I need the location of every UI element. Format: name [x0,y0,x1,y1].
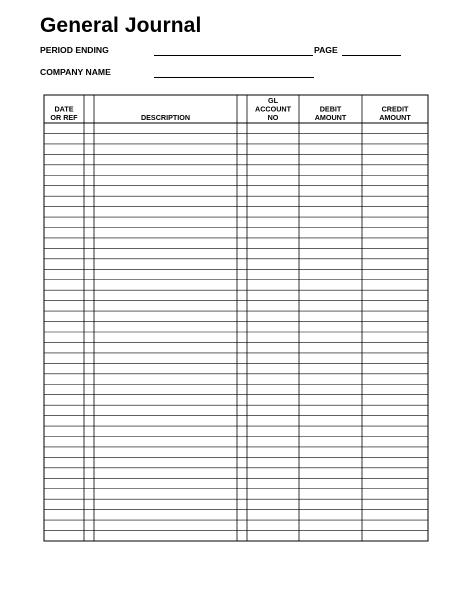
table-cell[interactable] [84,207,94,217]
table-cell[interactable] [247,353,299,363]
table-cell[interactable] [237,311,247,321]
table-cell[interactable] [94,457,237,467]
table-cell[interactable] [84,342,94,352]
column-header-text: GL [268,96,278,106]
table-cell[interactable] [94,405,237,415]
table-cell[interactable] [299,217,362,227]
table-cell[interactable] [84,437,94,447]
table-cell[interactable] [247,342,299,352]
table-cell[interactable] [247,186,299,196]
table-cell[interactable] [362,332,428,342]
table-cell[interactable] [84,457,94,467]
table-cell[interactable] [94,374,237,384]
table-cell[interactable] [247,416,299,426]
table-cell[interactable] [44,332,84,342]
table-cell[interactable] [44,457,84,467]
table-cell[interactable] [237,468,247,478]
table-cell[interactable] [44,520,84,530]
table-cell[interactable] [362,154,428,164]
table-cell[interactable] [362,416,428,426]
table-cell[interactable] [247,395,299,405]
table-cell[interactable] [299,311,362,321]
table-cell[interactable] [94,186,237,196]
table-cell[interactable] [84,165,94,175]
table-cell[interactable] [94,363,237,373]
column-header-text: DESCRIPTION [140,113,191,122]
table-cell[interactable] [237,175,247,185]
table-cell[interactable] [247,269,299,279]
table-cell[interactable] [84,353,94,363]
table-cell[interactable] [299,531,362,541]
table-cell[interactable] [299,342,362,352]
table-cell[interactable] [237,133,247,143]
table-cell[interactable] [247,363,299,373]
table-cell[interactable] [362,175,428,185]
table-cell[interactable] [362,269,428,279]
table-cell[interactable] [299,322,362,332]
table-cell[interactable] [237,228,247,238]
table-cell[interactable] [94,207,237,217]
table-cell[interactable] [299,290,362,300]
table-cell[interactable] [362,353,428,363]
table-cell[interactable] [362,301,428,311]
table-cell[interactable] [44,165,84,175]
table-cell[interactable] [237,499,247,509]
table-cell[interactable] [237,478,247,488]
table-cell[interactable] [94,311,237,321]
table-cell[interactable] [237,217,247,227]
table-cell[interactable] [94,489,237,499]
table-cell[interactable] [247,405,299,415]
table-cell[interactable] [299,175,362,185]
table-cell[interactable] [247,531,299,541]
table-cell[interactable] [299,468,362,478]
table-cell[interactable] [362,374,428,384]
table-cell[interactable] [237,384,247,394]
table-cell[interactable] [362,457,428,467]
table-cell[interactable] [94,144,237,154]
table-cell[interactable] [84,144,94,154]
table-cell[interactable] [44,478,84,488]
table-cell[interactable] [237,457,247,467]
table-cell[interactable] [362,280,428,290]
table-cell[interactable] [44,531,84,541]
table-cell[interactable] [299,416,362,426]
column-header-text: OR REF [50,113,78,122]
table-cell[interactable] [247,154,299,164]
table-cell[interactable] [362,123,428,133]
table-cell[interactable] [44,123,84,133]
table-cell[interactable] [299,248,362,258]
table-cell[interactable] [362,248,428,258]
table-cell[interactable] [362,217,428,227]
table-cell[interactable] [362,468,428,478]
table-cell[interactable] [362,426,428,436]
table-cell[interactable] [84,186,94,196]
table-cell[interactable] [237,332,247,342]
table-cell[interactable] [44,374,84,384]
table-cell[interactable] [362,499,428,509]
table-cell[interactable] [94,301,237,311]
table-cell[interactable] [247,248,299,258]
table-cell[interactable] [247,374,299,384]
page-label: PAGE [314,45,338,55]
table-cell[interactable] [247,123,299,133]
table-cell[interactable] [247,175,299,185]
table-cell[interactable] [247,437,299,447]
table-cell[interactable] [237,269,247,279]
table-cell[interactable] [299,363,362,373]
table-cell[interactable] [44,363,84,373]
table-cell[interactable] [44,196,84,206]
table-cell[interactable] [44,499,84,509]
table-cell[interactable] [84,280,94,290]
table-cell[interactable] [94,269,237,279]
table-cell[interactable] [247,207,299,217]
table-cell[interactable] [237,520,247,530]
journal-title: General Journal [40,14,202,37]
table-cell[interactable] [44,290,84,300]
table-cell[interactable] [94,175,237,185]
table-cell[interactable] [44,228,84,238]
table-cell[interactable] [237,531,247,541]
table-cell[interactable] [299,259,362,269]
table-cell[interactable] [44,426,84,436]
table-cell[interactable] [44,416,84,426]
table-cell[interactable] [299,499,362,509]
table-cell[interactable] [44,207,84,217]
table-cell[interactable] [362,395,428,405]
table-cell[interactable] [247,311,299,321]
table-cell[interactable] [84,228,94,238]
table-cell[interactable] [237,395,247,405]
table-cell[interactable] [247,447,299,457]
table-cell[interactable] [237,154,247,164]
table-cell[interactable] [362,322,428,332]
table-cell[interactable] [299,520,362,530]
table-cell[interactable] [84,238,94,248]
table-cell[interactable] [94,426,237,436]
table-cell[interactable] [44,395,84,405]
table-cell[interactable] [299,269,362,279]
table-cell[interactable] [94,217,237,227]
table-cell[interactable] [237,510,247,520]
table-cell[interactable] [44,301,84,311]
table-cell[interactable] [247,165,299,175]
table-cell[interactable] [44,353,84,363]
table-cell[interactable] [237,165,247,175]
table-cell[interactable] [94,248,237,258]
table-cell[interactable] [84,426,94,436]
table-cell[interactable] [362,447,428,457]
table-cell[interactable] [237,248,247,258]
table-cell[interactable] [299,144,362,154]
table-cell[interactable] [247,499,299,509]
column-header-text: ACCOUNT [255,104,291,114]
table-cell[interactable] [299,301,362,311]
table-cell[interactable] [94,395,237,405]
table-cell[interactable] [84,510,94,520]
table-cell[interactable] [247,133,299,143]
table-cell[interactable] [237,322,247,332]
table-cell[interactable] [237,186,247,196]
table-cell[interactable] [84,301,94,311]
table-cell[interactable] [362,207,428,217]
company-name-label: COMPANY NAME [40,67,111,77]
table-cell[interactable] [362,342,428,352]
table-cell[interactable] [237,123,247,133]
table-cell[interactable] [84,499,94,509]
table-cell[interactable] [84,363,94,373]
table-cell[interactable] [94,238,237,248]
table-cell[interactable] [237,144,247,154]
table-cell[interactable] [362,228,428,238]
table-cell[interactable] [84,489,94,499]
table-cell[interactable] [362,238,428,248]
table-cell[interactable] [84,416,94,426]
table-cell[interactable] [44,342,84,352]
table-cell[interactable] [84,290,94,300]
table-cell[interactable] [247,457,299,467]
table-cell[interactable] [84,322,94,332]
table-cell[interactable] [237,342,247,352]
table-cell[interactable] [237,238,247,248]
table-cell[interactable] [94,332,237,342]
table-cell[interactable] [362,384,428,394]
table-cell[interactable] [94,384,237,394]
table-cell[interactable] [247,478,299,488]
table-cell[interactable] [94,510,237,520]
table-cell[interactable] [237,353,247,363]
table-cell[interactable] [299,165,362,175]
table-cell[interactable] [362,196,428,206]
table-cell[interactable] [299,186,362,196]
table-cell[interactable] [362,165,428,175]
table-cell[interactable] [44,384,84,394]
table-cell[interactable] [247,426,299,436]
table-cell[interactable] [247,217,299,227]
table-cell[interactable] [44,322,84,332]
table-cell[interactable] [247,384,299,394]
table-cell[interactable] [362,311,428,321]
table-cell[interactable] [362,144,428,154]
table-cell[interactable] [247,510,299,520]
table-cell[interactable] [247,144,299,154]
table-cell[interactable] [237,489,247,499]
table-cell[interactable] [84,384,94,394]
table-cell[interactable] [84,123,94,133]
table-cell[interactable] [44,311,84,321]
table-cell[interactable] [44,144,84,154]
table-cell[interactable] [84,531,94,541]
table-cell[interactable] [237,280,247,290]
table-cell[interactable] [362,489,428,499]
table-cell[interactable] [44,468,84,478]
table-cell[interactable] [299,133,362,143]
table-cell[interactable] [299,238,362,248]
table-cell[interactable] [94,322,237,332]
table-cell[interactable] [94,154,237,164]
table-cell[interactable] [237,207,247,217]
period-ending-label: PERIOD ENDING [40,45,109,55]
table-cell[interactable] [299,489,362,499]
table-cell[interactable] [94,499,237,509]
table-cell[interactable] [247,238,299,248]
table-cell[interactable] [299,384,362,394]
column-header-text: DATE [54,104,74,114]
table-cell[interactable] [44,133,84,143]
table-cell[interactable] [44,248,84,258]
table-cell[interactable] [237,426,247,436]
table-cell[interactable] [84,269,94,279]
table-cell[interactable] [247,280,299,290]
table-cell[interactable] [299,374,362,384]
table-cell[interactable] [237,405,247,415]
table-cell[interactable] [44,437,84,447]
table-cell[interactable] [84,311,94,321]
table-cell[interactable] [84,196,94,206]
table-cell[interactable] [94,468,237,478]
table-cell[interactable] [299,478,362,488]
table-cell[interactable] [237,363,247,373]
table-cell[interactable] [44,405,84,415]
table-cell[interactable] [84,468,94,478]
table-cell[interactable] [299,510,362,520]
table-cell[interactable] [299,123,362,133]
table-cell[interactable] [237,196,247,206]
table-cell[interactable] [299,280,362,290]
column-header-text: AMOUNT [379,113,411,122]
table-cell[interactable] [362,478,428,488]
table-cell[interactable] [44,217,84,227]
column-header-text: AMOUNT [314,113,347,122]
table-cell[interactable] [84,217,94,227]
table-cell[interactable] [362,290,428,300]
table-cell[interactable] [247,290,299,300]
table-cell[interactable] [94,353,237,363]
table-cell[interactable] [94,342,237,352]
table-cell[interactable] [44,175,84,185]
table-cell[interactable] [299,332,362,342]
table-cell[interactable] [84,520,94,530]
table-cell[interactable] [84,478,94,488]
table-cell[interactable] [94,416,237,426]
table-cell[interactable] [299,437,362,447]
table-cell[interactable] [237,301,247,311]
table-cell[interactable] [362,363,428,373]
table-cell[interactable] [94,228,237,238]
table-cell[interactable] [44,489,84,499]
table-cell[interactable] [84,395,94,405]
table-cell[interactable] [299,457,362,467]
table-cell[interactable] [94,520,237,530]
table-cell[interactable] [299,353,362,363]
table-cell[interactable] [44,447,84,457]
table-cell[interactable] [362,133,428,143]
table-cell[interactable] [84,154,94,164]
table-cell[interactable] [44,510,84,520]
table-cell[interactable] [299,228,362,238]
table-cell[interactable] [247,520,299,530]
table-cell[interactable] [237,437,247,447]
table-cell[interactable] [299,154,362,164]
table-cell[interactable] [94,165,237,175]
table-cell[interactable] [44,154,84,164]
table-cell[interactable] [94,196,237,206]
table-cell[interactable] [84,248,94,258]
table-cell[interactable] [237,374,247,384]
table-cell[interactable] [237,259,247,269]
table-cell[interactable] [247,301,299,311]
column-header-text: NO [267,113,279,122]
table-cell[interactable] [94,280,237,290]
table-cell[interactable] [84,447,94,457]
table-cell[interactable] [94,133,237,143]
table-cell[interactable] [94,123,237,133]
table-cell[interactable] [299,196,362,206]
table-cell[interactable] [44,186,84,196]
table-cell[interactable] [247,468,299,478]
table-cell[interactable] [247,332,299,342]
table-cell[interactable] [84,175,94,185]
table-cell[interactable] [94,290,237,300]
table-cell[interactable] [84,259,94,269]
table-cell[interactable] [299,426,362,436]
table-cell[interactable] [362,437,428,447]
table-cell[interactable] [362,259,428,269]
table-cell[interactable] [247,228,299,238]
table-cell[interactable] [237,447,247,457]
table-cell[interactable] [247,259,299,269]
table-cell[interactable] [44,280,84,290]
table-cell[interactable] [94,531,237,541]
table-cell[interactable] [44,238,84,248]
table-cell[interactable] [362,186,428,196]
table-cell[interactable] [94,259,237,269]
table-cell[interactable] [362,531,428,541]
table-cell[interactable] [237,416,247,426]
table-cell[interactable] [299,207,362,217]
table-cell[interactable] [84,332,94,342]
table-cell[interactable] [84,133,94,143]
column-header-text: CREDIT [381,104,409,114]
table-cell[interactable] [44,269,84,279]
column-header-text: DEBIT [319,104,342,114]
table-cell[interactable] [247,196,299,206]
table-cell[interactable] [362,520,428,530]
table-cell[interactable] [84,374,94,384]
table-cell[interactable] [94,437,237,447]
table-cell[interactable] [362,510,428,520]
table-cell[interactable] [299,447,362,457]
table-cell[interactable] [299,395,362,405]
table-cell[interactable] [237,290,247,300]
table-cell[interactable] [247,489,299,499]
table-cell[interactable] [94,478,237,488]
table-cell[interactable] [44,259,84,269]
table-cell[interactable] [362,405,428,415]
table-cell[interactable] [94,447,237,457]
table-cell[interactable] [84,405,94,415]
table-cell[interactable] [299,405,362,415]
table-cell[interactable] [247,322,299,332]
